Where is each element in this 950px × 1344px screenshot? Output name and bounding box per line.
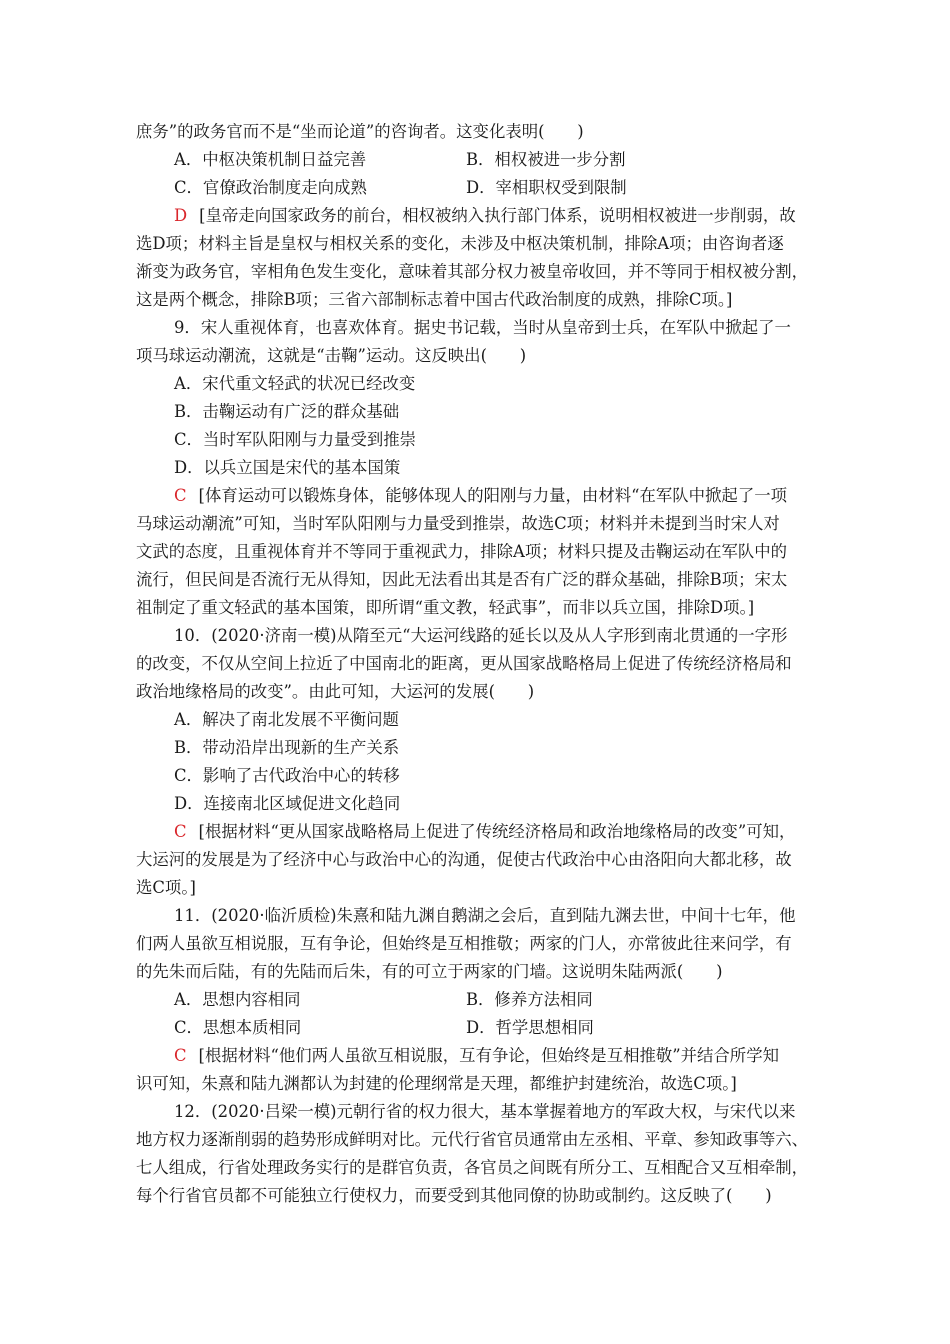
q10-option-a: A．解决了南北发展不平衡问题	[174, 710, 399, 729]
q9-option-b: B．击鞠运动有广泛的群众基础	[174, 402, 400, 421]
q11-explanation-line: 识可知，朱熹和陆九渊都认为封建的伦理纲常是天理，都维护封建统治，故选C项。]	[136, 1074, 737, 1093]
q9-option-d: D．以兵立国是宋代的基本国策	[174, 458, 401, 477]
q9-explanation-text: [体育运动可以锻炼身体，能够体现人的阳刚与力量，由材料“在军队中掀起了一项	[198, 486, 787, 505]
q10-explanation-text: [根据材料“更从国家战略格局上促进了传统经济格局和政治地缘格局的改变”可知，	[198, 822, 796, 841]
q11-option-a: A．思想内容相同	[174, 990, 301, 1009]
q9-explanation-line	[174, 486, 816, 506]
q11-explanation-text: [根据材料“他们两人虽欲互相说服，互有争论，但始终是互相推敬”并结合所学知	[198, 1046, 779, 1065]
q10-explanation-line	[174, 822, 816, 842]
q8-explanation-text: [皇帝走向国家政务的前台，相权被纳入执行部门体系，说明相权被进一步削弱，故	[199, 206, 796, 225]
q11-stem: 的先朱而后陆，有的先陆而后朱，有的可立于两家的门墙。这说明朱陆两派( )	[136, 962, 723, 981]
q9-stem: 项马球运动潮流，这就是“击鞠”运动。这反映出( )	[136, 346, 527, 365]
q9-explanation-line: 流行，但民间是否流行无从得知，因此无法看出其是否有广泛的群众基础，排除B项；宋太	[136, 570, 788, 589]
q10-explanation-line: 选C项。]	[136, 878, 196, 897]
q8-explanation-line: 选D项；材料主旨是皇权与相权关系的变化，未涉及中枢决策机制，排除A项；由咨询者逐	[136, 234, 784, 253]
q8-option-a: A．中枢决策机制日益完善	[174, 150, 367, 169]
q12-stem: 地方权力逐渐削弱的趋势形成鲜明对比。元代行省官员通常由左丞相、平章、参知政事等六、	[136, 1130, 809, 1149]
q10-stem: 10．(2020·济南一模)从隋至元“大运河线路的延长以及从人字形到南北贯通的一字形	[174, 626, 788, 645]
q9-stem: 9．宋人重视体育，也喜欢体育。据史书记载，当时从皇帝到士兵，在军队中掀起了一	[174, 318, 791, 337]
q11-option-c: C．思想本质相同	[174, 1018, 302, 1037]
q10-option-b: B．带动沿岸出现新的生产关系	[174, 738, 400, 757]
q12-stem: 12．(2020·吕梁一模)元朝行省的权力很大，基本掌握着地方的军政大权，与宋代以来	[174, 1102, 796, 1121]
q8-explanation-line: 渐变为政务官，宰相角色发生变化，意味着其部分权力被皇帝收回，并不等同于相权被分割，	[136, 262, 809, 281]
q11-answer: C	[174, 1046, 187, 1065]
q8-option-b: B．相权被进一步分割	[466, 150, 626, 169]
q9-explanation-line: 马球运动潮流”可知，当时军队阳刚与力量受到推崇，故选C项；材料并未提到当时宋人对	[136, 514, 780, 533]
q9-option-a: A．宋代重文轻武的状况已经改变	[174, 374, 416, 393]
q12-stem: 每个行省官员都不可能独立行使权力，而要受到其他同僚的协助或制约。这反映了( )	[136, 1186, 772, 1205]
q10-answer: C	[174, 822, 187, 841]
q8-option-d: D．宰相职权受到限制	[466, 178, 627, 197]
q8-explanation-line	[174, 206, 816, 226]
q9-option-c: C．当时军队阳刚与力量受到推崇	[174, 430, 417, 449]
q10-option-c: C．影响了古代政治中心的转移	[174, 766, 400, 785]
q10-explanation-line: 大运河的发展是为了经济中心与政治中心的沟通，促使古代政治中心由洛阳向大都北移，故	[136, 850, 792, 869]
q11-option-d: D．哲学思想相同	[466, 1018, 594, 1037]
q9-explanation-line: 祖制定了重文轻武的基本国策，即所谓“重文教，轻武事”，而非以兵立国，排除D项。]	[136, 598, 755, 617]
q8-answer: D	[174, 206, 188, 225]
q10-stem: 政治地缘格局的改变”。由此可知，大运河的发展( )	[136, 682, 535, 701]
q8-explanation-line: 这是两个概念，排除B项；三省六部制标志着中国古代政治制度的成熟，排除C项。]	[136, 290, 733, 309]
q9-explanation-line: 文武的态度，且重视体育并不等同于重视武力，排除A项；材料只提及击鞠运动在军队中的	[136, 542, 788, 561]
q9-answer: C	[174, 486, 187, 505]
q11-option-b: B．修养方法相同	[466, 990, 593, 1009]
q10-option-d: D．连接南北区域促进文化趋同	[174, 794, 401, 813]
q12-stem: 七人组成，行省处理政务实行的是群官负责，各官员之间既有所分工、互相配合又互相牵制，	[136, 1158, 809, 1177]
q8-option-c: C．官僚政治制度走向成熟	[174, 178, 367, 197]
q11-stem: 11．(2020·临沂质检)朱熹和陆九渊自鹅湖之会后，直到陆九渊去世，中间十七年，他	[174, 906, 796, 925]
q11-stem: 们两人虽欲互相说服，互有争论，但始终是互相推敬；两家的门人，亦常彼此往来问学，有	[136, 934, 792, 953]
q8-stem: 庶务”的政务官而不是“坐而论道”的咨询者。这变化表明( )	[136, 122, 584, 141]
q11-explanation-line	[174, 1046, 816, 1066]
q10-stem: 的改变，不仅从空间上拉近了中国南北的距离，更从国家战略格局上促进了传统经济格局和	[136, 654, 792, 673]
